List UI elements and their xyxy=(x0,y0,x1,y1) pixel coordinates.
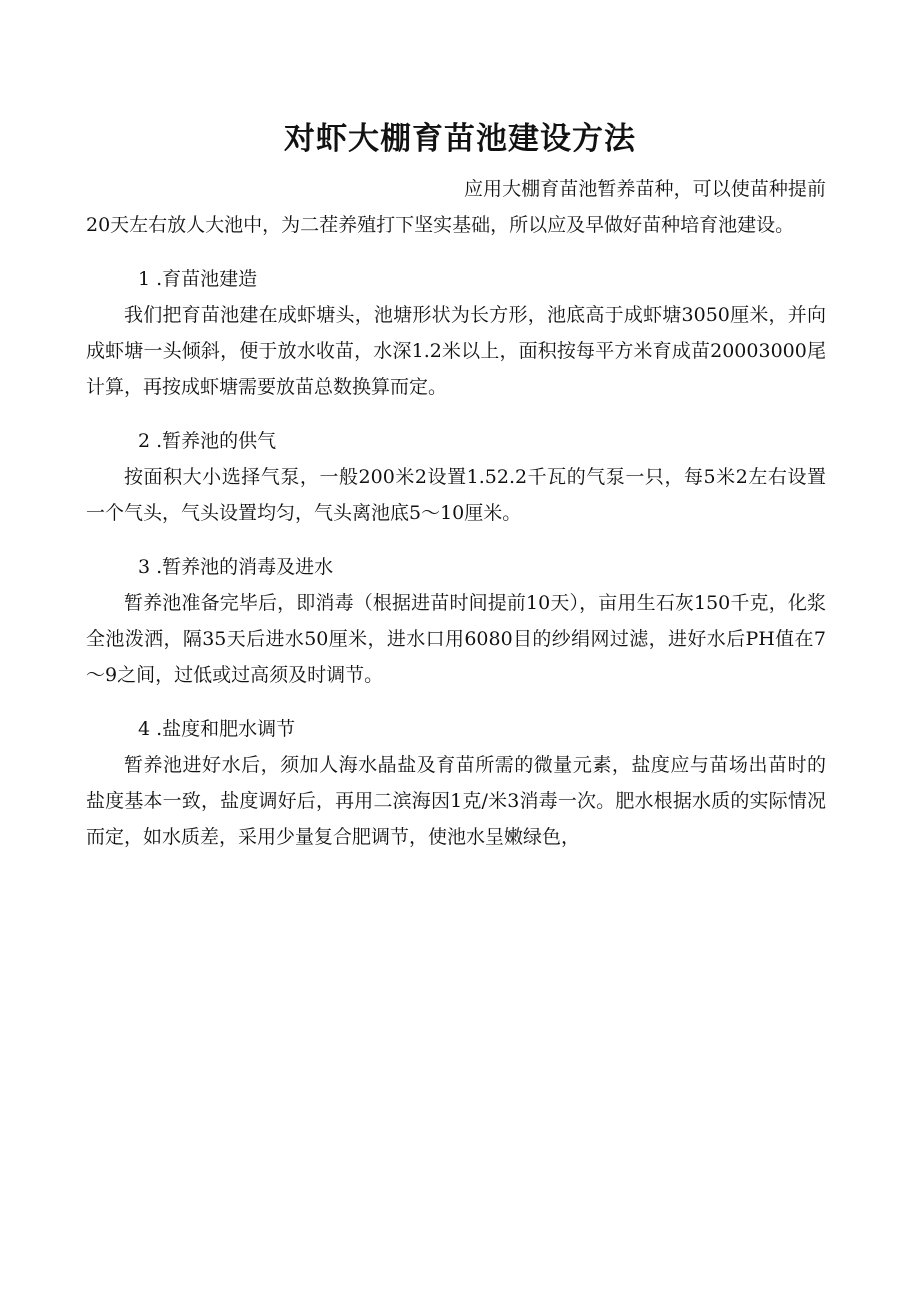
section-paragraph-2: 按面积大小选择气泵，一般200米2设置1.52.2千瓦的气泵一只，每5米2左右设置一个气头，气头设置均匀，气头离池底5～10厘米。 xyxy=(86,466,826,524)
section-heading-1: 1 .育苗池建造 xyxy=(138,268,258,290)
intro-paragraph: 应用大棚育苗池暂养苗种，可以使苗种提前20天左右放人大池中，为二茬养殖打下坚实基础，所以应及早做好苗种培育池建设。 xyxy=(86,178,826,236)
section-paragraph-4: 暂养池进好水后，须加人海水晶盐及育苗所需的微量元素，盐度应与苗场出苗时的盐度基本一致，盐度调好后，再用二滨海因1克/米3消毒一次。肥水根据水质的实际情况而定，如水质差，采用少量复合肥调节，使池水呈嫩绿色， xyxy=(86,754,826,848)
section-heading-2: 2 .暂养池的供气 xyxy=(138,430,277,452)
section-paragraph-1: 我们把育苗池建在成虾塘头，池塘形状为长方形，池底高于成虾塘3050厘米，并向成虾塘一头倾斜，便于放水收苗，水深1.2米以上，面积按每平方米育成苗20003000尾计算，再按成虾塘需要放苗总数换算而定。 xyxy=(86,304,826,398)
document-body xyxy=(86,171,826,855)
section-heading-3: 3 .暂养池的消毒及进水 xyxy=(138,556,334,578)
document-title: 对虾大棚育苗池建设方法 xyxy=(284,121,636,157)
section-paragraph-3: 暂养池准备完毕后，即消毒（根据进苗时间提前10天），亩用生石灰150千克，化浆全池泼洒，隔35天后进水50厘米，进水口用6080目的纱绢网过滤，进好水后PH值在7～9之间，过低或过高须及时调节。 xyxy=(86,592,826,686)
section-heading-4: 4 .盐度和肥水调节 xyxy=(138,718,296,740)
